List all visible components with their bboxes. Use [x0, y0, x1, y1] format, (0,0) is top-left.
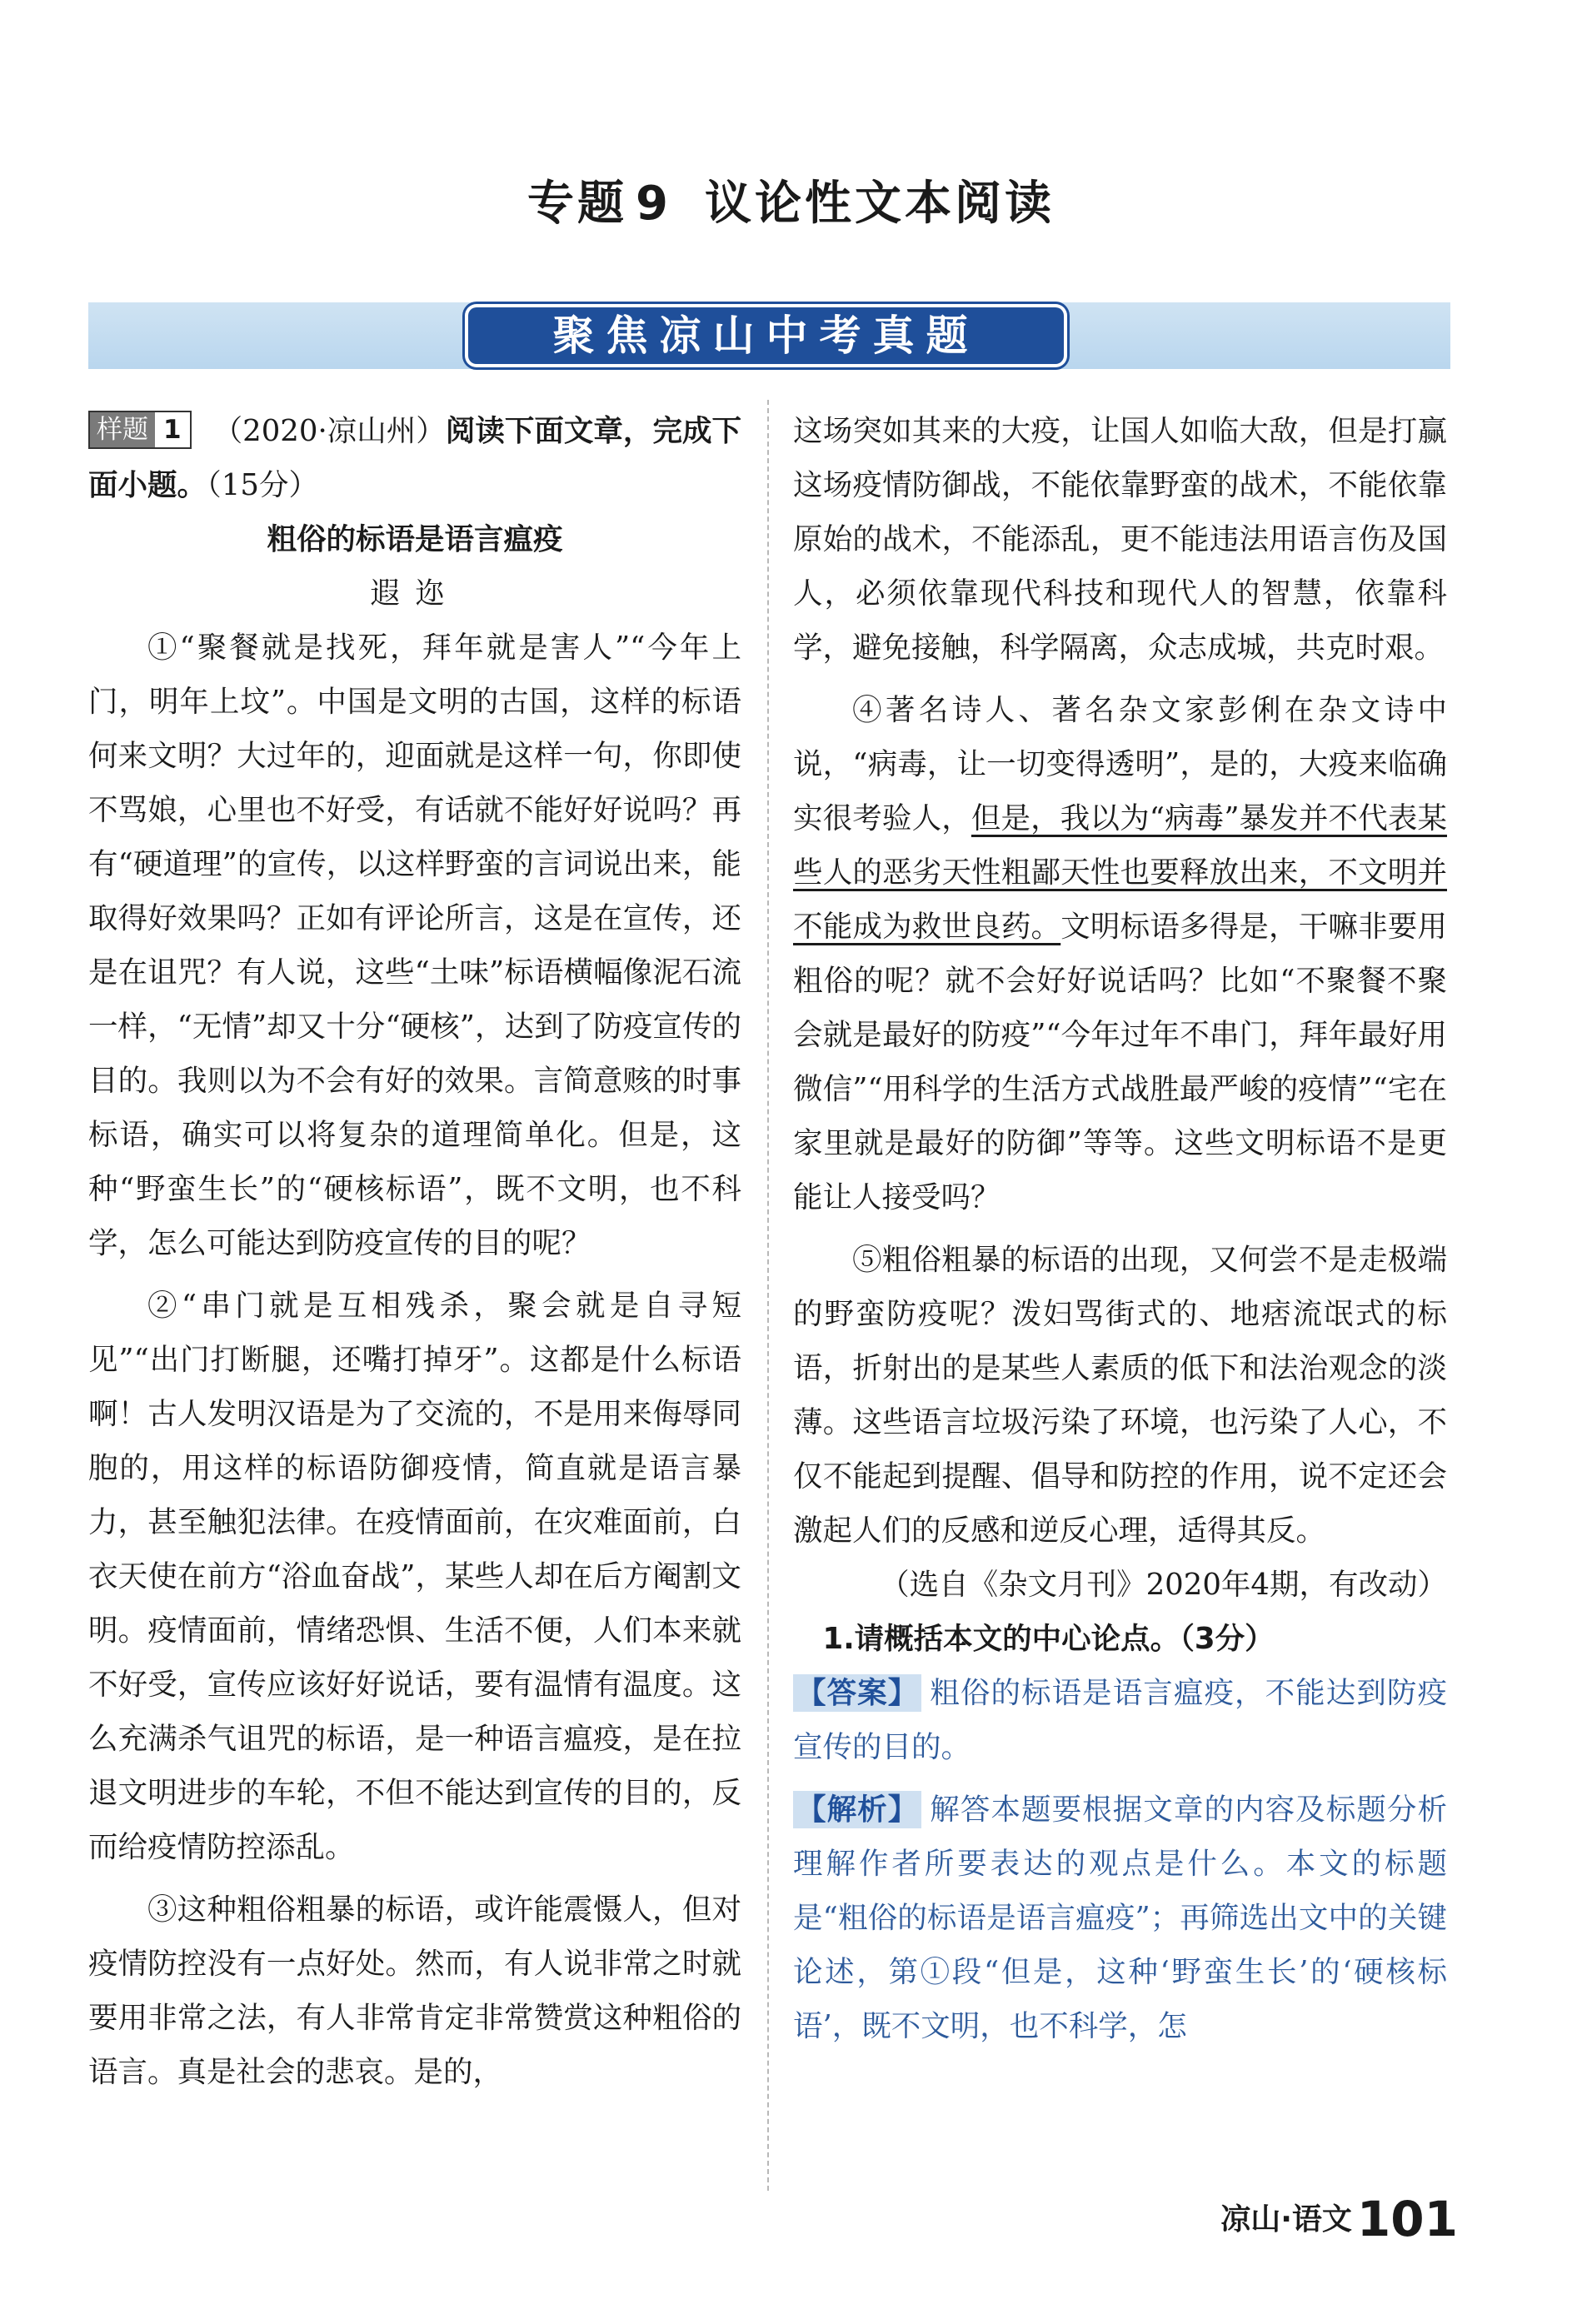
banner-title: 聚焦凉山中考真题 [468, 307, 1064, 364]
sample-tag-number: 1 [163, 415, 182, 445]
answer-text: 粗俗的标语是语言瘟疫，不能达到防疫宣传的目的。 [793, 1676, 1447, 1764]
paragraph-2: ②“串门就是互相残杀，聚会就是自寻短见”“出门打断腿，还嘴打掉牙”。这都是什么标语啊！古人发明汉语是为了交流的，不是用来侮辱同胞的，用这样的标语防御疫情，简直就是语言暴力，甚至触犯法律。在疫情面前，在灾难面前，白衣天使在前方“浴血奋战”，某些人却在后方阉割文明。疫情面前，情绪恐惧、生活不便，人们本来就不好受，宣传应该好好说话，要有温情有温度。这么充满杀气诅咒的标语，是一种语言瘟疫，是在拉退文明进步的车轮，不但不能达到宣传的目的，反而给疫情防控添乱。 [88, 1289, 741, 1864]
page-number: 101 [1356, 2191, 1458, 2247]
footer-region: 凉山·语文 [1220, 2202, 1352, 2237]
paragraph-3-text: ③这种粗俗粗暴的标语，或许能震慑人，但对疫情防控没有一点好处。然而，有人说非常之时就要用非常之法，有人非常肯定非常赞赏这种粗俗的语言。真是社会的悲哀。是的， [88, 1893, 741, 2089]
paragraph-1: ①“聚餐就是找死，拜年就是害人”“今年上门，明年上坟”。中国是文明的古国，这样的标语何来文明？大过年的，迎面就是这样一句，你即使不骂娘，心里也不好受，有话就不能好好说吗？再有“硬道理”的宣传，以这样野蛮的言词说出来，能取得好效果吗？正如有评论所言，这是在宣传，还是在诅咒？有人说，这些“土味”标语横幅像泥石流一样，“无情”却又十分“硬核”，达到了防疫宣传的目的。我则以为不会有好的效果。言简意赅的时事标语，确实可以将复杂的道理简单化。但是，这种“野蛮生长”的“硬核标语”，既不文明，也不科学，怎么可能达到防疫宣传的目的呢？ [88, 631, 741, 1260]
paragraph-3-start [88, 1883, 741, 2099]
paragraph-3-continued-text: 这场突如其来的大疫，让国人如临大敌，但是打赢这场疫情防御战，不能依靠野蛮的战术，不能依靠原始的战术，不能添乱，更不能违法用语言伤及国人，必须依靠现代科技和现代人的智慧，依靠科学，避免接触，科学隔离，众志成城，共克时艰。 [793, 414, 1447, 665]
sample-tag-label: 样题 [90, 412, 155, 447]
answer-block [793, 1666, 1447, 1774]
article-source: （选自《杂文月刊》2020年4期，有改动） [880, 1568, 1447, 1602]
paragraph-4-underlined: 但是，我以为“病毒”暴发并不代表某些人的恶劣天性粗鄙天性也要释放出来，不文明并不能成为救世良药。 [793, 801, 1447, 944]
article-author: 遐迩 [370, 576, 460, 611]
question-1: 1.请概括本文的中心论点。（3分） [822, 1622, 1275, 1656]
right-column [793, 404, 1447, 2053]
sample-instruction: 阅读下面文章，完成下面小题。 [88, 414, 741, 502]
sample-source: （2020·凉山州） [212, 414, 446, 448]
paragraph-3-continued [793, 404, 1447, 675]
paragraph-4-end: 文明标语多得是，干嘛非要用粗俗的呢？就不会好好说话吗？比如“不聚餐不聚会就是最好的防疫”“今年过年不串门，拜年最好用微信”“用科学的生活方式战胜最严峻的疫情”“宅在家里就是最好的防御”等等。这些文明标语不是更能让人接受吗？ [793, 910, 1447, 1214]
analysis-label: 【解析】 [793, 1791, 921, 1828]
topic-label: 专题 [527, 177, 628, 231]
page-title [0, 167, 1582, 233]
paragraph-5: ⑤粗俗粗暴的标语的出现，又何尝不是走极端的野蛮防疫呢？泼妇骂街式的、地痞流氓式的标语，折射出的是某些人素质的低下和法治观念的淡薄。这些语言垃圾污染了环境，也污染了人心，不仅不能起到提醒、倡导和防控的作用，说不定还会激起人们的反感和逆反心理，适得其反。 [793, 1243, 1447, 1548]
analysis-text: 解答本题要根据文章的内容及标题分析理解作者所要表达的观点是什么。本文的标题是“粗俗的标语是语言瘟疫”；再筛选出文中的关键论述，第①段“但是，这种‘野蛮生长’的‘硬核标语’，既不文明，也不科学，怎 [793, 1793, 1447, 2043]
page-footer [1191, 2191, 1458, 2247]
topic-title: 议论性文本阅读 [704, 177, 1055, 231]
topic-number: 9 [636, 177, 671, 231]
answer-label: 【答案】 [793, 1674, 921, 1712]
sample-tag [88, 411, 192, 449]
analysis-block [793, 1783, 1447, 2053]
column-divider [767, 400, 769, 2191]
paragraph-4 [793, 683, 1447, 1224]
section-banner [88, 302, 1450, 369]
left-column [88, 404, 741, 2099]
article-title: 粗俗的标语是语言瘟疫 [267, 522, 563, 556]
sample-score: （15分） [207, 468, 318, 502]
paragraph-4-start: ④著名诗人、著名杂文家彭俐在杂文诗中说，“病毒，让一切变得透明”，是的，大疫来临确实很考验人， [793, 693, 1447, 835]
sample-header [88, 404, 741, 512]
